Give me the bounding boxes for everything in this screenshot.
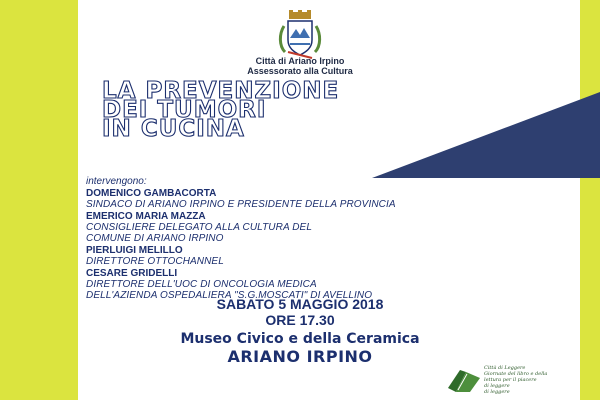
book-logo-icon [446, 364, 482, 394]
sponsor-line: Giornate del libro e della [484, 371, 548, 377]
city-name: Città di Ariano Irpino [255, 56, 345, 66]
speaker-role: DIRETTORE DELL'UOC DI ONCOLOGIA MEDICA [86, 279, 317, 290]
event-venue: Museo Civico e della Ceramica [180, 331, 420, 347]
department-name: Assessorato alla Cultura [247, 66, 353, 76]
speaker-role: SINDACO DI ARIANO IRPINO E PRESIDENTE DELLA PROVINCIA [86, 199, 396, 210]
speakers-list [86, 176, 586, 301]
title-line-3: IN CUCINA [102, 116, 245, 142]
sponsor-line: Città di Leggere [484, 365, 526, 371]
speaker-name: PIERLUIGI MELILLO [86, 245, 183, 256]
event-place: ARIANO IRPINO [227, 347, 373, 366]
speaker-role: COMUNE DI ARIANO IRPINO [86, 233, 224, 244]
city-coat-of-arms-icon [276, 8, 324, 62]
sponsor-text [484, 365, 582, 395]
speaker-name: DOMENICO GAMBACORTA [86, 188, 217, 199]
speaker-role: DELL'AZIENDA OSPEDALIERA "S.G.MOSCATI" DI AVELLINO [86, 290, 373, 301]
speaker-role: CONSIGLIERE DELEGATO ALLA CULTURA DEL [86, 222, 312, 233]
speaker-name: EMERICO MARIA MAZZA [86, 211, 206, 222]
sponsor-line: lettura per il piacere [484, 377, 537, 383]
speaker-role: DIRETTORE OTTOCHANNEL [86, 256, 224, 267]
event-date: SABATO 5 MAGGIO 2018 [216, 296, 384, 312]
sponsor-line: di leggere [484, 389, 510, 395]
sponsor-line: di leggere [484, 383, 510, 389]
event-time: ORE 17.30 [265, 312, 335, 328]
title-line-2: DEI TUMORI [102, 97, 267, 123]
speakers-intro: intervengono: [86, 176, 147, 187]
title-line-1: LA PREVENZIONE [102, 78, 340, 104]
speaker-name: CESARE GRIDELLI [86, 268, 178, 279]
